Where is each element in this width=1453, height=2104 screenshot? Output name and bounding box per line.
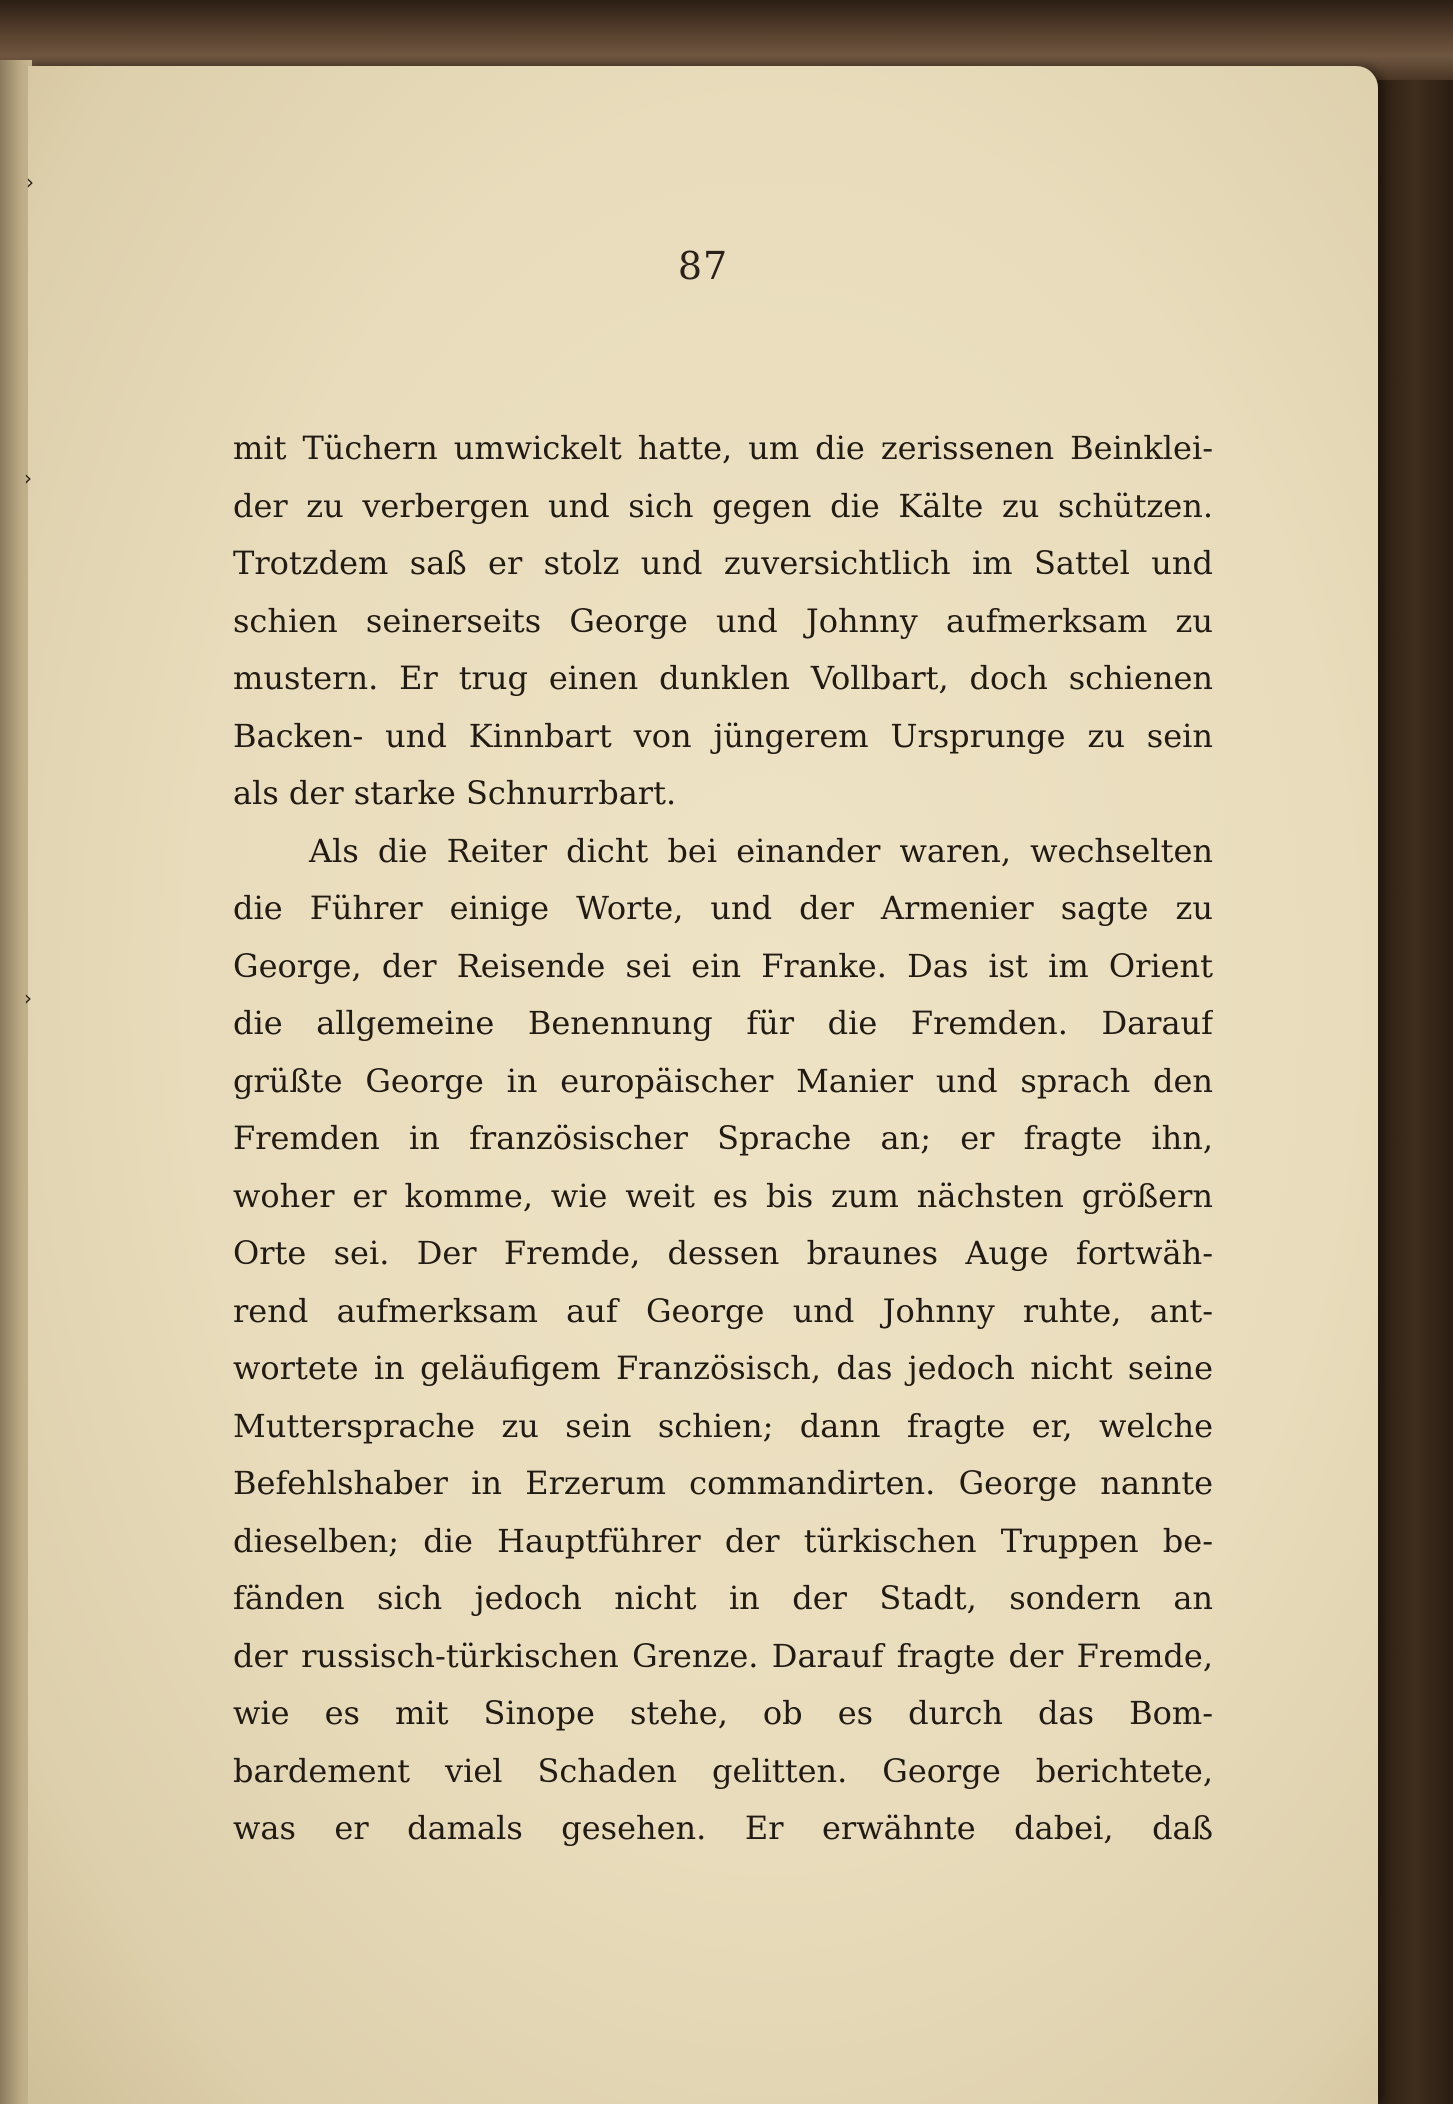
book-side-edge [1378, 80, 1453, 2104]
page-number: 87 [677, 244, 729, 288]
text-line: wortete in geläufigem Französisch, das jedoch nicht seine [233, 1349, 1213, 1387]
body-text [233, 420, 1213, 1858]
margin-mark-icon: › [26, 170, 34, 194]
text-line: was er damals gesehen. Er erwähnte dabei, daß [233, 1809, 1213, 1847]
text-line: die Führer einige Worte, und der Armenier sagte zu [233, 889, 1213, 927]
text-line: Orte sei. Der Fremde, dessen braunes Auge fortwäh- [233, 1234, 1213, 1272]
text-line: die allgemeine Benennung für die Fremden. Darauf [233, 1004, 1213, 1042]
text-line: bardement viel Schaden gelitten. George berichtete, [233, 1751, 1213, 1790]
margin-mark-icon: › [24, 986, 32, 1010]
text-line: rend aufmerksam auf George und Johnny ruhte, ant- [233, 1291, 1213, 1330]
text-line: fänden sich jedoch nicht in der Stadt, sondern an [233, 1579, 1213, 1617]
book-page [24, 66, 1378, 2104]
text-line: Backen- und Kinnbart von jüngerem Ursprunge zu sein [233, 716, 1213, 755]
text-line: Trotzdem saß er stolz und zuversichtlich im Sattel und [233, 544, 1213, 582]
text-line: Als die Reiter dicht bei einander waren, wechselten [309, 831, 1213, 870]
text-line: grüßte George in europäischer Manier und sprach den [233, 1061, 1213, 1100]
text-line: Befehlshaber in Erzerum commandirten. George nannte [233, 1464, 1213, 1502]
text-line: wie es mit Sinope stehe, ob es durch das Bom- [233, 1694, 1213, 1732]
text-line: woher er komme, wie weit es bis zum nächsten größern [233, 1176, 1213, 1215]
text-line: als der starke Schnurrbart. [233, 774, 677, 812]
paragraph-2 [233, 823, 1213, 1858]
text-line: schien seinerseits George und Johnny aufmerksam zu [233, 601, 1213, 640]
paragraph-1 [233, 420, 1213, 823]
text-line: der zu verbergen und sich gegen die Kälte zu schützen. [233, 486, 1213, 525]
text-line: Fremden in französischer Sprache an; er fragte ihn, [233, 1119, 1213, 1157]
text-line: mustern. Er trug einen dunklen Vollbart, doch schienen [233, 659, 1213, 697]
margin-mark-icon: › [24, 466, 32, 490]
text-line: Muttersprache zu sein schien; dann fragte er, welche [233, 1406, 1213, 1445]
text-line: dieselben; die Hauptführer der türkischen Truppen be- [233, 1521, 1213, 1560]
text-line: George, der Reisende sei ein Franke. Das ist im Orient [233, 946, 1213, 985]
text-line: der russisch-türkischen Grenze. Darauf fragte der Fremde, [233, 1636, 1213, 1675]
text-line: mit Tüchern umwickelt hatte, um die zerissenen Beinklei- [233, 429, 1213, 467]
